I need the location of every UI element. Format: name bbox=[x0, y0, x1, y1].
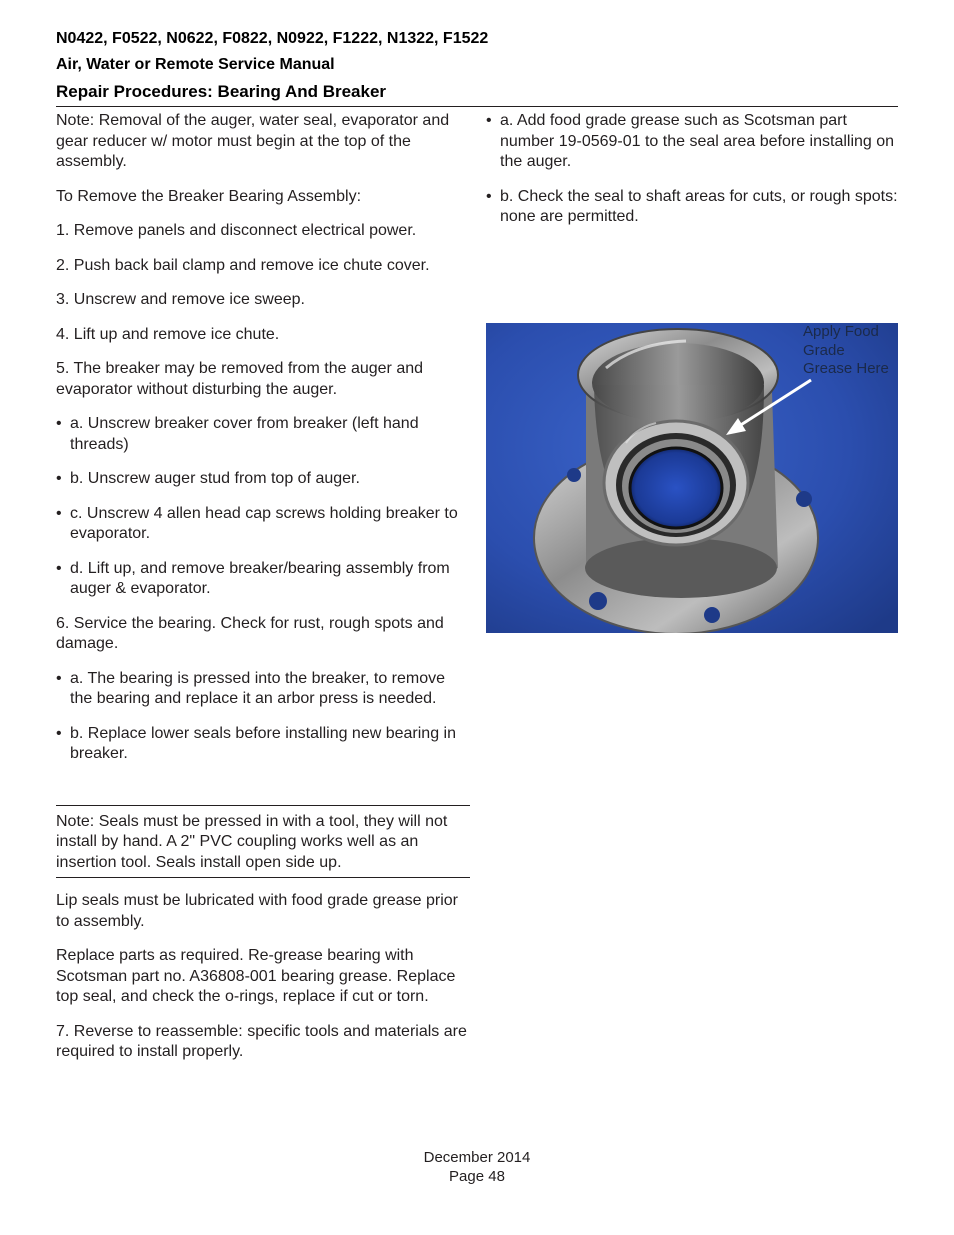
step-5: 5. The breaker may be removed from the auger and evaporator without disturbing the auger. bbox=[56, 360, 424, 398]
step-2: 2. Push back bail clamp and remove ice chute cover. bbox=[56, 256, 430, 274]
right-item-a-text: a. Add food grade grease such as Scotsman part number 19-0569-01 to the seal area before installing on the auger. bbox=[500, 112, 895, 170]
section-title: Repair Procedures: Bearing And Breaker bbox=[56, 82, 387, 101]
step-6b-text: b. Replace lower seals before installing new bearing in breaker. bbox=[70, 724, 456, 762]
bullet-icon: • bbox=[56, 669, 62, 687]
step-4: 4. Lift up and remove ice chute. bbox=[56, 325, 280, 343]
step-5d-text: d. Lift up, and remove breaker/bearing assembly from auger & evaporator. bbox=[70, 559, 450, 597]
step-5a-text: a. Unscrew breaker cover from breaker (left hand threads) bbox=[70, 415, 419, 453]
bullet-icon: • bbox=[56, 415, 62, 432]
seal-note: Note: Seals must be pressed in with a tool, they will not install by hand. A 2" PVC coupling works well as an insertion tool. Seals install open side up. bbox=[56, 812, 448, 871]
removal-note: Note: Removal of the auger, water seal, evaporator and gear reducer w/ motor must begin at the top of the assembly. bbox=[56, 112, 450, 170]
right-item-a bbox=[486, 111, 898, 173]
step-7: 7. Reverse to reassemble: specific tools and materials are required to install properly. bbox=[56, 1022, 467, 1060]
step-1: 1. Remove panels and disconnect electrical power. bbox=[56, 222, 417, 239]
right-column bbox=[486, 111, 898, 242]
callout-line-1: Apply Food bbox=[803, 323, 879, 340]
step-5b bbox=[56, 469, 470, 490]
bullet-icon: • bbox=[56, 470, 62, 487]
replace-parts-text: Replace parts as required. Re-grease bearing with Scotsman part no. A36808-001 bearing grease. Replace top seal, and check the o-rings, replace if cut or torn. bbox=[56, 947, 456, 1005]
grease-callout bbox=[803, 323, 889, 379]
right-item-b bbox=[486, 187, 898, 228]
step-5d bbox=[56, 559, 470, 600]
step-3: 3. Unscrew and remove ice sweep. bbox=[56, 291, 305, 308]
step-5b-text: b. Unscrew auger stud from top of auger. bbox=[70, 470, 360, 487]
step-6a-text: a. The bearing is pressed into the breaker, to remove the bearing and replace it an arbor press is needed. bbox=[70, 669, 446, 707]
footer-date: December 2014 bbox=[423, 1149, 531, 1166]
bullet-icon: • bbox=[56, 504, 62, 522]
lip-seals-text: Lip seals must be lubricated with food grade grease prior to assembly. bbox=[56, 892, 458, 930]
bullet-icon: • bbox=[56, 559, 62, 577]
step-6a bbox=[56, 669, 470, 710]
right-item-b-text: b. Check the seal to shaft areas for cuts, or rough spots: none are permitted. bbox=[500, 187, 898, 225]
step-6: 6. Service the bearing. Check for rust, rough spots and damage. bbox=[56, 614, 444, 652]
header-rule bbox=[56, 106, 898, 107]
bullet-icon: • bbox=[486, 112, 492, 129]
step-5c bbox=[56, 504, 470, 545]
bullet-icon: • bbox=[486, 187, 492, 205]
model-numbers: N0422, F0522, N0622, F0822, N0922, F1222, N1322, F1522 bbox=[56, 30, 489, 47]
left-column bbox=[56, 111, 470, 1077]
bullet-icon: • bbox=[56, 724, 62, 742]
step-5c-text: c. Unscrew 4 allen head cap screws holding breaker to evaporator. bbox=[70, 504, 458, 542]
remove-title: To Remove the Breaker Bearing Assembly: bbox=[56, 187, 362, 205]
seal-note-box bbox=[56, 805, 470, 879]
step-5a bbox=[56, 414, 470, 455]
step-6b bbox=[56, 724, 470, 765]
page-number: Page 48 bbox=[449, 1168, 505, 1185]
callout-line-2: Grade bbox=[803, 341, 845, 359]
callout-line-3: Grease Here bbox=[803, 360, 889, 377]
manual-title: Air, Water or Remote Service Manual bbox=[56, 56, 335, 73]
